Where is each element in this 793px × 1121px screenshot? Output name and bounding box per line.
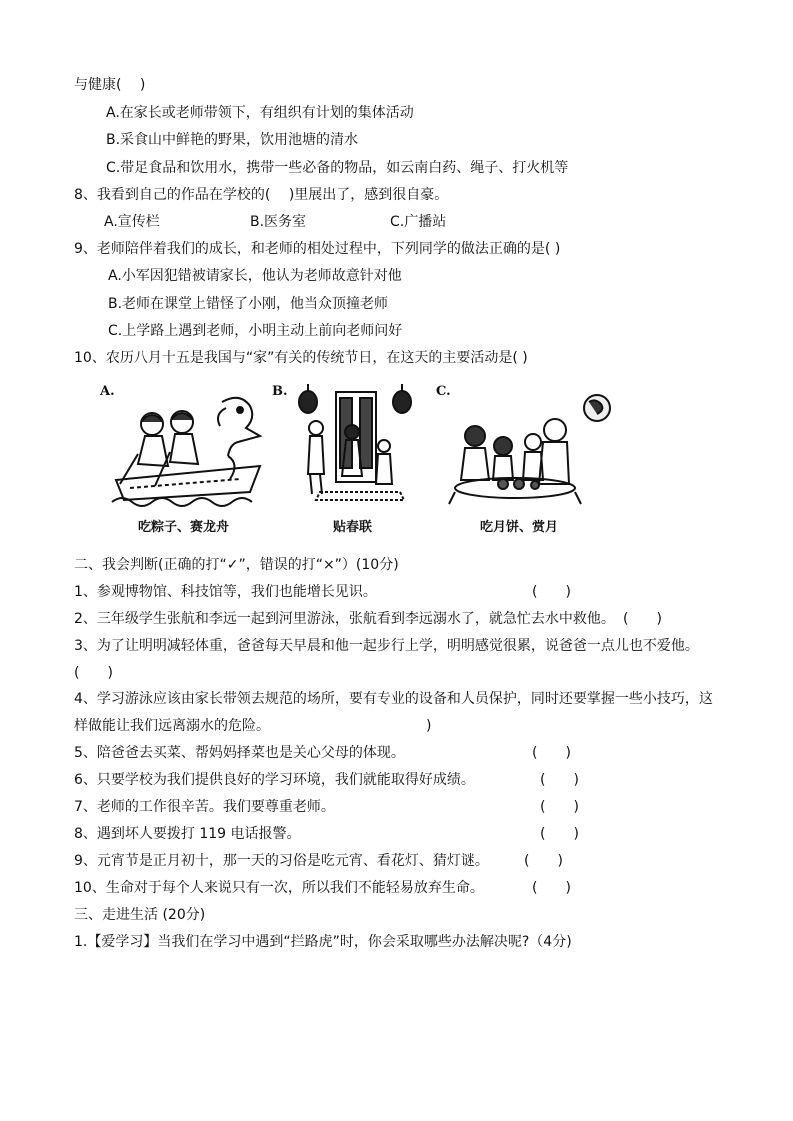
- q7-stem-tail: 与健康( ): [74, 77, 146, 93]
- q9-option-b: B.老师在课堂上错怪了小刚，他当众顶撞老师: [108, 296, 389, 312]
- q8-option-b: B.医务室: [250, 214, 307, 230]
- judge-item-8: 8、遇到坏人要拨打 119 电话报警。: [74, 826, 301, 842]
- answer-blank-5[interactable]: ( ): [532, 745, 571, 761]
- judge-item-7: 7、老师的工作很辛苦。我们要尊重老师。: [74, 799, 335, 815]
- judge-item-4: 4、学习游泳应该由家长带领去规范的场所，要有专业的设备和人员保护，同时还要掌握一些小技巧，这: [74, 691, 713, 707]
- q8-option-a: A.宣传栏: [104, 214, 160, 230]
- mooncake-moon-illustration: [445, 384, 615, 509]
- answer-blank-10[interactable]: ( ): [532, 880, 571, 896]
- q7-option-c: C.带足食品和饮用水，携带一些必备的物品，如云南白药、绳子、打火机等: [106, 160, 569, 176]
- judge-item-5: 5、陪爸爸去买菜、帮妈妈择菜也是关心父母的体现。: [74, 745, 405, 761]
- section3-question-1: 1.【爱学习】当我们在学习中遇到“拦路虎”时，你会采取哪些办法解决呢?（4分): [74, 934, 572, 950]
- judge-item-4-cont: 样做能让我们远离溺水的危险。: [74, 718, 270, 734]
- judge-item-1: 1、参观博物馆、科技馆等，我们也能增长见识。: [74, 584, 377, 600]
- section2-heading: 二、我会判断(正确的打“✓”，错误的打“×”）(10分): [74, 557, 399, 573]
- answer-blank-1[interactable]: ( ): [532, 584, 571, 600]
- judge-item-10: 10、生命对于每个人来说只有一次，所以我们不能轻易放弃生命。: [74, 880, 484, 896]
- spring-couplets-illustration: [290, 384, 420, 509]
- q8-stem: 8、我看到自己的作品在学校的( )里展出了，感到很自豪。: [74, 187, 449, 203]
- q7-option-b: B.采食山中鲜艳的野果，饮用池塘的清水: [106, 132, 359, 148]
- dragon-boat-illustration: [110, 384, 270, 509]
- answer-blank-8[interactable]: ( ): [540, 826, 579, 842]
- picture-b-label: B.: [272, 384, 288, 399]
- q9-stem: 9、老师陪伴着我们的成长，和老师的相处过程中，下列同学的做法正确的是( ): [74, 241, 561, 257]
- q10-stem: 10、农历八月十五是我国与“家”有关的传统节日，在这天的主要活动是( ): [74, 350, 528, 366]
- answer-blank-4[interactable]: ): [426, 718, 432, 734]
- picture-b-caption: 贴春联: [333, 520, 373, 535]
- picture-c-label: C.: [436, 384, 451, 399]
- picture-a-caption: 吃粽子、赛龙舟: [138, 520, 230, 535]
- q8-option-c: C.广播站: [390, 214, 447, 230]
- q9-option-c: C.上学路上遇到老师，小明主动上前向老师问好: [108, 323, 403, 339]
- q7-option-a: A.在家长或老师带领下，有组织有计划的集体活动: [106, 105, 414, 121]
- answer-blank-2[interactable]: ( ): [623, 611, 662, 627]
- section3-heading: 三、走进生活 (20分): [74, 907, 206, 923]
- answer-blank-6[interactable]: ( ): [540, 772, 579, 788]
- judge-item-2: 2、三年级学生张航和李远一起到河里游泳，张航看到李远溺水了，就急忙去水中救他。: [74, 611, 615, 627]
- answer-blank-7[interactable]: ( ): [540, 799, 579, 815]
- answer-blank-3[interactable]: ( ): [74, 665, 113, 681]
- picture-a-label: A.: [100, 384, 115, 399]
- q9-option-a: A.小军因犯错被请家长，他认为老师故意针对他: [108, 268, 402, 284]
- judge-item-6: 6、只要学校为我们提供良好的学习环境，我们就能取得好成绩。: [74, 772, 475, 788]
- judge-item-9: 9、元宵节是正月初十，那一天的习俗是吃元宵、看花灯、猜灯谜。: [74, 853, 489, 869]
- answer-blank-9[interactable]: ( ): [524, 853, 563, 869]
- judge-item-3: 3、为了让明明减轻体重，爸爸每天早晨和他一起步行上学，明明感觉很累，说爸爸一点儿也不爱他。: [74, 638, 699, 654]
- picture-c-caption: 吃月饼、赏月: [480, 520, 559, 535]
